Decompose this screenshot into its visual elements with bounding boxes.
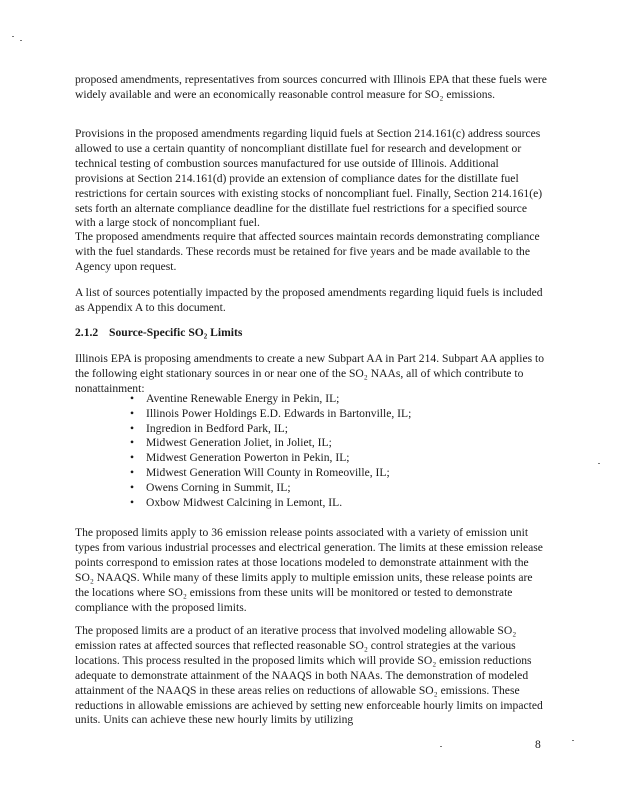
paragraph-recordkeeping: The proposed amendments require that affected sources maintain records demonstrating compliance with the fuel standards. These records must be retained for five years and be made available to the Agency upon request. (75, 230, 540, 273)
bullet-icon: • (130, 436, 135, 450)
bullet-icon: • (130, 392, 135, 405)
list-item: • Midwest Generation Will County in Romeoville, IL; (130, 465, 390, 479)
bullet-icon: • (130, 465, 135, 479)
bullet-icon: • (130, 406, 135, 420)
page-number: 8 (535, 738, 541, 751)
section-title: Source-Specific SO₂ Limits (109, 326, 243, 339)
paragraph-fuel-availability: proposed amendments, representatives from sources concurred with Illinois EPA that these fuels were widely available and were an economically reasonable control measure for SO₂ emissions. (75, 73, 547, 101)
scan-speck (598, 463, 600, 464)
section-heading (75, 326, 242, 339)
list-item: • Illinois Power Holdings E.D. Edwards in Bartonville, IL; (130, 406, 412, 420)
list-item: • Ingredion in Bedford Park, IL; (130, 421, 288, 435)
paragraph-appendix-reference: A list of sources potentially impacted by the proposed amendments regarding liquid fuels is included as Appendix A to this document. (75, 286, 543, 314)
scan-speck (20, 40, 22, 41)
list-item: • Midwest Generation Powerton in Pekin, IL; (130, 451, 350, 465)
bullet-icon: • (130, 421, 135, 435)
bullet-icon: • (130, 451, 135, 465)
bullet-icon: • (130, 495, 135, 509)
paragraph-liquid-fuel-provisions: Provisions in the proposed amendments regarding liquid fuels at Section 214.161(c) address sources allowed to use a certain quantity of noncompliant distillate fuel for research and development or technical testing of combustion sources manufactured for use outside of Illinois. Additional provisions at Section 214.161(d) provide an extension of compliance dates for the distillate fuel restrictions for certain sources with existing stocks of noncompliant fuel. Finally, Section 214.161(e) sets forth an alternate compliance deadline for the distillate fuel restrictions for a specified source with a large stock of noncompliant fuel. (75, 127, 543, 230)
paragraph-iterative-process: The proposed limits are a product of an iterative process that involved modeling allowable SO₂ emission rates at affected sources that reflected reasonable SO₂ control strategies at the various locations. This process resulted in the proposed limits which will provide SO₂ emission reductions adequate to demonstrate attainment of the NAAQS in both NAAs. The demonstration of modeled attainment of the NAAQS in these areas relies on reductions of allowable SO₂ emissions. These reductions in allowable emissions are achieved by setting new enforceable hourly limits on impacted units. Units can achieve these new hourly limits by utilizing (75, 624, 543, 727)
paragraph-emission-points: The proposed limits apply to 36 emission release points associated with a variety of emission unit types from various industrial processes and electrical generation. The limits at these emission release points correspond to emission rates at those locations modeled to demonstrate attainment with the SO₂ NAAQS. While many of these limits apply to multiple emission units, these release points are the locations where SO₂ emissions from these units will be monitored or tested to demonstrate compliance with the proposed limits. (75, 526, 543, 614)
scan-speck (572, 740, 574, 741)
scan-speck (12, 36, 14, 37)
bullet-icon: • (130, 480, 135, 494)
section-number: 2.1.2 (75, 326, 99, 339)
scan-speck (440, 746, 442, 747)
list-item: • Owens Corning in Summit, IL; (130, 480, 291, 494)
source-list (130, 392, 411, 510)
list-item: • Oxbow Midwest Calcining in Lemont, IL. (130, 495, 343, 509)
list-item: • Midwest Generation Joliet, in Joliet, IL; (130, 436, 332, 450)
list-item: • Aventine Renewable Energy in Pekin, IL; (130, 392, 340, 405)
paragraph-subpart-aa: Illinois EPA is proposing amendments to create a new Subpart AA in Part 214. Subpart AA applies to the following eight stationary sources in or near one of the SO₂ NAAs, all of which contribute to nonattainment: (75, 352, 545, 395)
